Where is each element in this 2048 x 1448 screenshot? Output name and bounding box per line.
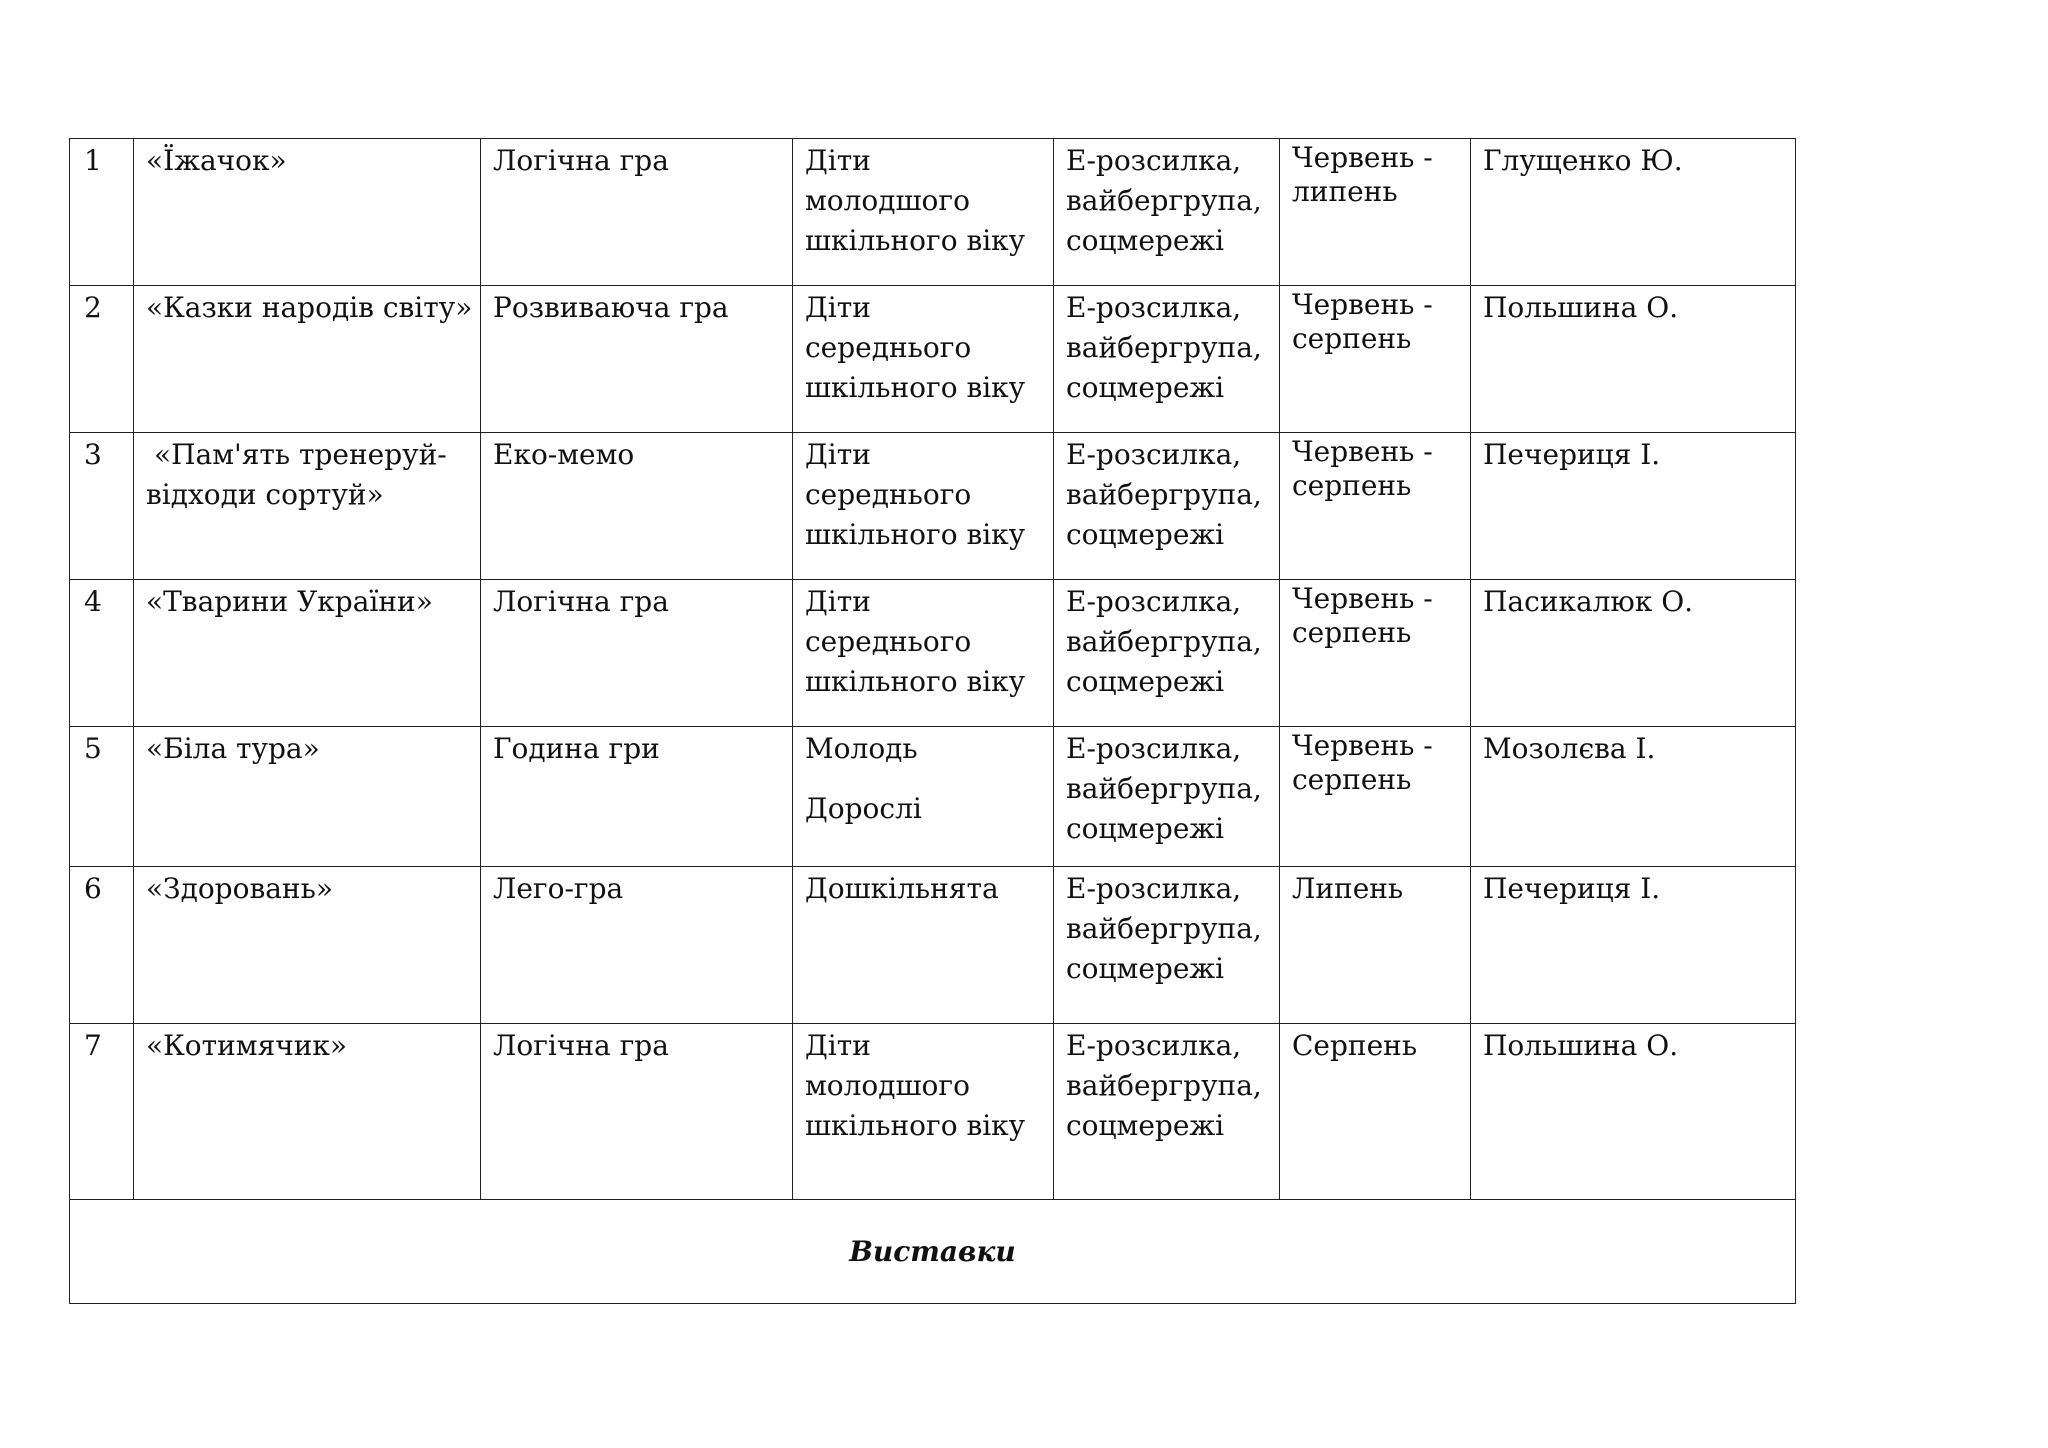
event-title: «Їжачок» bbox=[134, 139, 481, 286]
table-row bbox=[70, 867, 1796, 1024]
event-audience: Діти молодшого шкільного віку bbox=[793, 139, 1054, 286]
event-audience: Дошкільнята bbox=[793, 867, 1054, 1024]
event-period: Червень - серпень bbox=[1280, 727, 1471, 867]
event-period: Липень bbox=[1280, 867, 1471, 1024]
section-heading: Виставки bbox=[70, 1200, 1796, 1304]
table-row bbox=[70, 580, 1796, 727]
event-responsible: Мозолєва І. bbox=[1471, 727, 1796, 867]
event-audience: Діти середнього шкільного віку bbox=[793, 286, 1054, 433]
event-channel: Е-розсилка, вайбергрупа, соцмережі bbox=[1054, 727, 1280, 867]
table-row bbox=[70, 727, 1796, 867]
event-period: Червень - серпень bbox=[1280, 286, 1471, 433]
row-number: 2 bbox=[70, 286, 134, 433]
event-type: Еко-мемо bbox=[481, 433, 793, 580]
event-responsible: Польшина О. bbox=[1471, 1024, 1796, 1200]
row-number: 6 bbox=[70, 867, 134, 1024]
event-channel: Е-розсилка, вайбергрупа, соцмережі bbox=[1054, 433, 1280, 580]
event-audience: Діти середнього шкільного віку bbox=[793, 580, 1054, 727]
event-title: «Пам'ять тренеруй- відходи сортуй» bbox=[134, 433, 481, 580]
event-channel: Е-розсилка, вайбергрупа, соцмережі bbox=[1054, 1024, 1280, 1200]
event-channel: Е-розсилка, вайбергрупа, соцмережі bbox=[1054, 580, 1280, 727]
event-type: Розвиваюча гра bbox=[481, 286, 793, 433]
row-number: 4 bbox=[70, 580, 134, 727]
event-channel: Е-розсилка, вайбергрупа, соцмережі bbox=[1054, 867, 1280, 1024]
event-type: Лего-гра bbox=[481, 867, 793, 1024]
event-audience: Діти молодшого шкільного віку bbox=[793, 1024, 1054, 1200]
event-responsible: Печериця І. bbox=[1471, 433, 1796, 580]
row-number: 5 bbox=[70, 727, 134, 867]
table-row bbox=[70, 1024, 1796, 1200]
event-responsible: Польшина О. bbox=[1471, 286, 1796, 433]
event-title: «Біла тура» bbox=[134, 727, 481, 867]
row-number: 3 bbox=[70, 433, 134, 580]
event-title: «Казки народів світу» bbox=[134, 286, 481, 433]
events-table bbox=[69, 138, 1796, 1304]
event-responsible: Пасикалюк О. bbox=[1471, 580, 1796, 727]
event-channel: Е-розсилка, вайбергрупа, соцмережі bbox=[1054, 139, 1280, 286]
event-title: «Здоровань» bbox=[134, 867, 481, 1024]
event-title: «Котимячик» bbox=[134, 1024, 481, 1200]
row-number: 7 bbox=[70, 1024, 134, 1200]
table-row bbox=[70, 286, 1796, 433]
event-responsible: Печериця І. bbox=[1471, 867, 1796, 1024]
event-responsible: Глущенко Ю. bbox=[1471, 139, 1796, 286]
section-row bbox=[70, 1200, 1796, 1304]
event-type: Година гри bbox=[481, 727, 793, 867]
event-type: Логічна гра bbox=[481, 1024, 793, 1200]
event-period: Червень - серпень bbox=[1280, 433, 1471, 580]
event-audience: Діти середнього шкільного віку bbox=[793, 433, 1054, 580]
row-number: 1 bbox=[70, 139, 134, 286]
event-period: Червень - липень bbox=[1280, 139, 1471, 286]
event-channel: Е-розсилка, вайбергрупа, соцмережі bbox=[1054, 286, 1280, 433]
table-row bbox=[70, 433, 1796, 580]
table-row bbox=[70, 139, 1796, 286]
event-audience: Молодь Дорослі bbox=[793, 727, 1054, 867]
event-period: Червень - серпень bbox=[1280, 580, 1471, 727]
event-period: Серпень bbox=[1280, 1024, 1471, 1200]
event-type: Логічна гра bbox=[481, 580, 793, 727]
event-title: «Тварини України» bbox=[134, 580, 481, 727]
event-type: Логічна гра bbox=[481, 139, 793, 286]
